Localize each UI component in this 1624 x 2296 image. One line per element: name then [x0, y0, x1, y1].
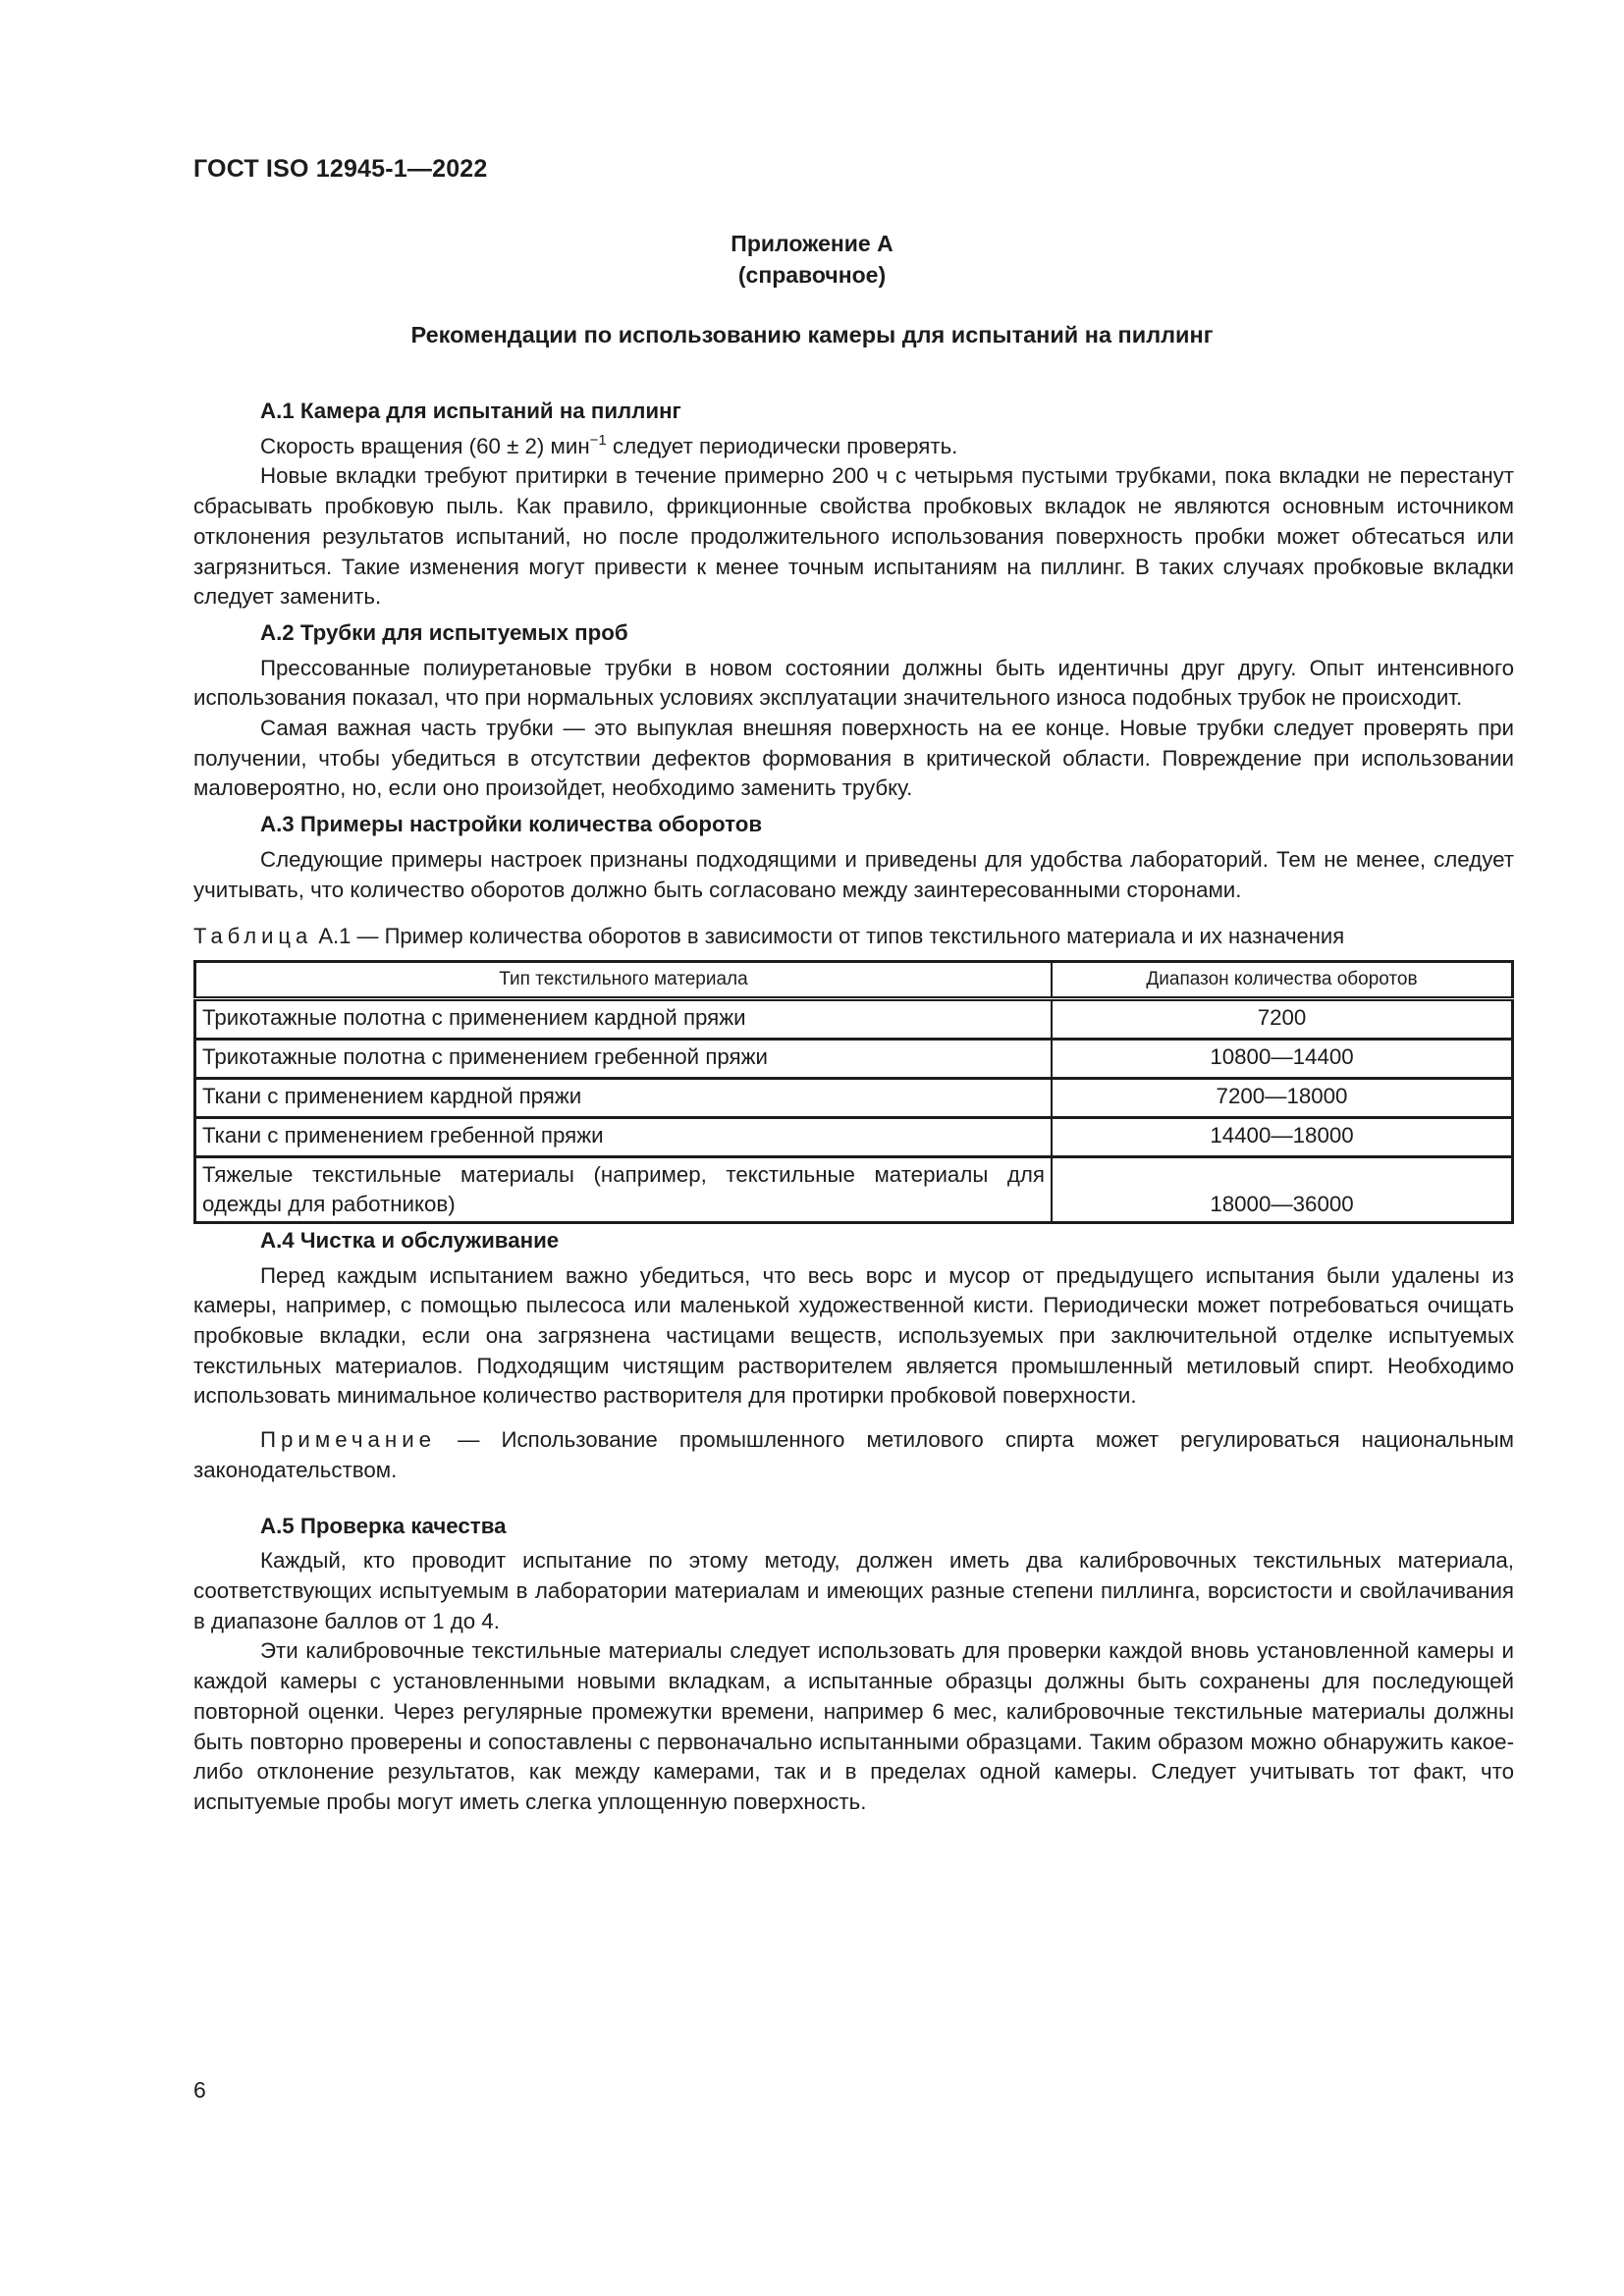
- table-caption: [193, 922, 1514, 952]
- table-row: [195, 1117, 1513, 1156]
- material-type-cell: Тяжелые текстильные материалы (например, текстильные материалы для одежды для работников): [195, 1156, 1053, 1222]
- page-number: 6: [193, 2077, 206, 2103]
- paragraph: Следующие примеры настроек признаны подходящими и приведены для удобства лабораторий. Тем не менее, следует учитывать, что количество оборотов должно быть согласовано между заинтересованными сторонами.: [193, 846, 1514, 902]
- revolutions-cell: 7200—18000: [1052, 1078, 1513, 1117]
- paragraph: Самая важная часть трубки — это выпуклая внешняя поверхность на ее конце. Новые трубки следует проверять при получении, чтобы убедиться в отсутствии дефектов формования в критической области. Повреждение при использовании маловероятно, но, если оно произойдет, необходимо заменить трубку.: [193, 716, 1514, 801]
- revolutions-table: [193, 960, 1514, 1224]
- superscript: −1: [589, 431, 607, 449]
- paragraph: Новые вкладки требуют притирки в течение примерно 200 ч с четырьмя пустыми трубками, пока вкладки не перестанут сбрасывать пробковую пыль. Как правило, фрикционные свойства пробковых вкладок не являются основным источником отклонения результатов испытаний, но после продолжительного использования поверхность пробки может обтесаться или загрязниться. Такие изменения могут привести к менее точным испытаниям на пиллинг. В таких случаях пробковые вкладки следует заменить.: [193, 463, 1514, 610]
- section-a5: [193, 1512, 1514, 1818]
- table-row: [195, 998, 1513, 1039]
- text-span: Скорость вращения (60 ± 2) мин: [260, 433, 590, 458]
- material-type-cell: Ткани с применением кардной пряжи: [195, 1078, 1053, 1117]
- paragraph: Каждый, кто проводит испытание по этому методу, должен иметь два калибровочных текстильных материала, соответствующих испытуемым в лаборатории материалам и имеющих разные степени пиллинга, ворсистости и свойлачивания в диапазоне баллов от 1 до 4.: [193, 1548, 1514, 1633]
- paragraph: Прессованные полиуретановые трубки в новом состоянии должны быть идентичны друг другу. Опыт интенсивного использования показал, что при нормальных условиях эксплуатации значительного износа подобных трубок не происходит.: [193, 655, 1514, 711]
- table-row: [195, 1078, 1513, 1117]
- section-a1: [193, 397, 1514, 613]
- table-caption-label: Таблица: [193, 924, 313, 949]
- section-heading: А.5 Проверка качества: [260, 1513, 507, 1538]
- table-header-row: [195, 961, 1513, 998]
- document-code: ГОСТ ISO 12945-1—2022: [193, 155, 488, 183]
- table-row: [195, 1156, 1513, 1222]
- paragraph: Перед каждым испытанием важно убедиться, что весь ворс и мусор от предыдущего испытания были удалены из камеры, например, с помощью пылесоса или маленькой художественной кисти. Периодически может потребоваться очищать пробковые вкладки, если она загрязнена частицами веществ, используемых при заключительной отделке испытуемых текстильных материалов. Подходящим чистящим растворителем является промышленный метиловый спирт. Необходимо использовать минимальное количество растворителя для протирки пробковой поверхности.: [193, 1262, 1514, 1409]
- text-span: следует периодически проверять.: [606, 433, 958, 458]
- page-title: Рекомендации по использованию камеры для испытаний на пиллинг: [410, 322, 1214, 347]
- section-a3: [193, 810, 1514, 905]
- section-heading: А.4 Чистка и обслуживание: [260, 1227, 560, 1253]
- material-type-cell: Трикотажные полотна с применением гребенной пряжи: [195, 1039, 1053, 1078]
- section-a4: [193, 1226, 1514, 1486]
- material-type-cell: Ткани с применением гребенной пряжи: [195, 1117, 1053, 1156]
- paragraph: Эти калибровочные текстильные материалы следует использовать для проверки каждой вновь установленной камеры и каждой камеры с установленными новыми вкладкам, а испытанные образцы должны быть сохранены для последующей повторной оценки. Через регулярные промежутки времени, например 6 мес, калибровочные текстильные материалы должны быть повторно проверены и сопоставлены с первоначально испытанными образцами. Таким образом можно обнаружить какое-либо отклонение результатов, как между камерами, так и в пределах одной камеры. Следует учитывать тот факт, что испытуемые пробы могут иметь слегка уплощенную поверхность.: [193, 1638, 1514, 1814]
- material-type-cell: Трикотажные полотна с применением кардной пряжи: [195, 998, 1053, 1039]
- document-body: [193, 397, 1514, 1824]
- table-row: [195, 1039, 1513, 1078]
- note: [193, 1425, 1514, 1485]
- revolutions-cell: 7200: [1257, 1004, 1307, 1030]
- column-header-revolutions-range: Диапазон количества оборотов: [1052, 961, 1513, 998]
- annex-heading: [0, 228, 1624, 291]
- column-header-material-type: Тип текстильного материала: [195, 961, 1053, 998]
- paragraph: [193, 432, 1514, 462]
- section-heading: А.3 Примеры настройки количества оборотов: [260, 812, 763, 837]
- revolutions-cell: 10800—14400: [1052, 1039, 1513, 1078]
- section-heading: А.1 Камера для испытаний на пиллинг: [260, 399, 681, 423]
- revolutions-cell: 18000—36000: [1052, 1156, 1513, 1222]
- annex-type: (справочное): [737, 262, 887, 288]
- section-heading: А.2 Трубки для испытуемых проб: [260, 619, 628, 645]
- revolutions-cell: 14400—18000: [1052, 1117, 1513, 1156]
- section-a2: [193, 618, 1514, 804]
- note-label: Примечание: [260, 1427, 437, 1453]
- table-caption-text: А.1 — Пример количества оборотов в зависимости от типов текстильного материала и их назначения: [312, 924, 1345, 949]
- annex-title: Приложение А: [731, 231, 893, 256]
- note-text: — Использование промышленного метилового спирта может регулироваться национальным законодательством.: [193, 1427, 1514, 1482]
